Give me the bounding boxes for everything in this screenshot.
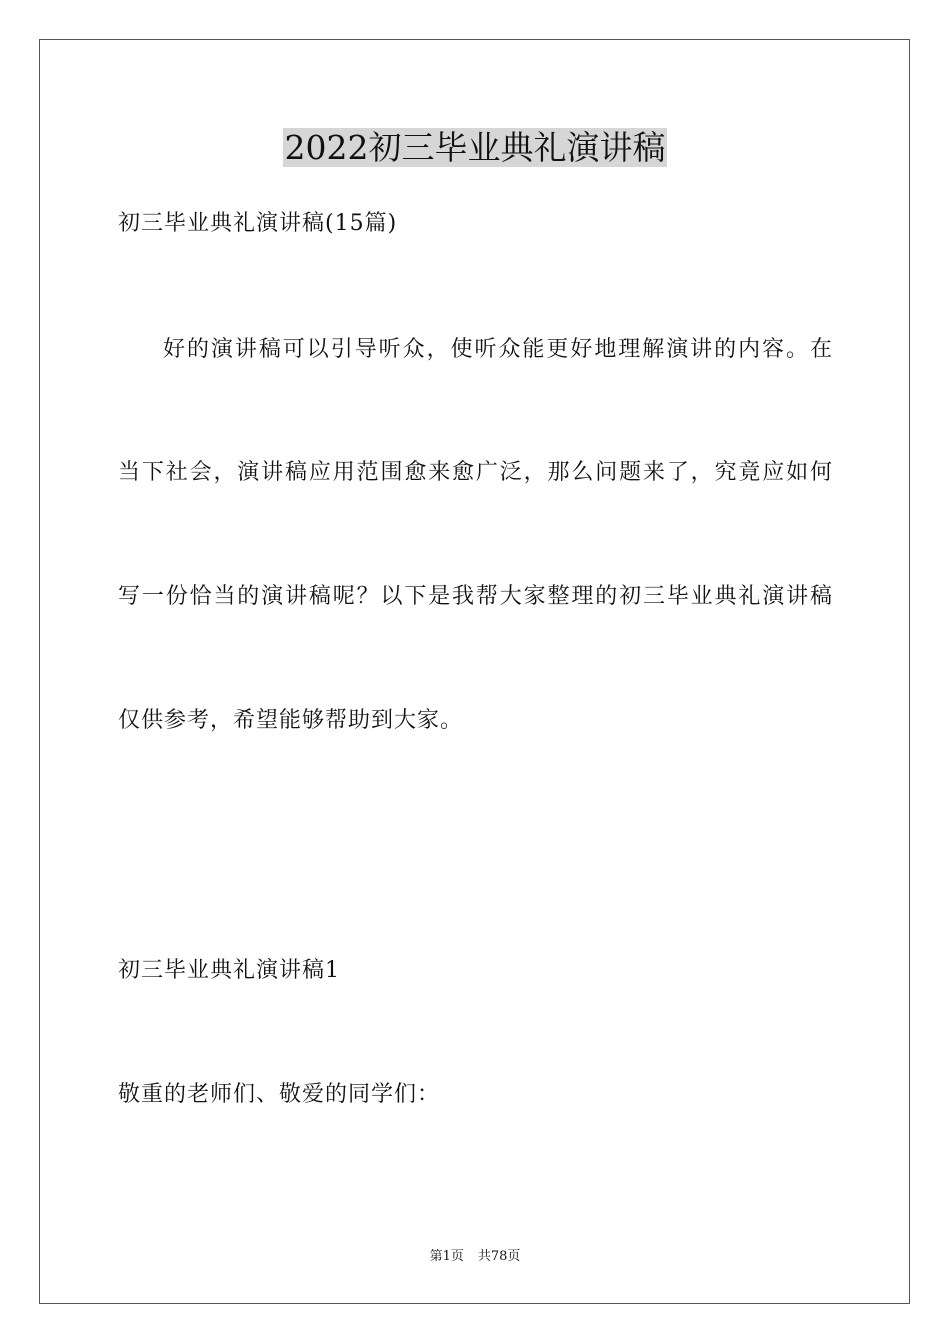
page-total: 共78页 <box>477 1249 521 1264</box>
document-title-text: 2022初三毕业典礼演讲稿 <box>284 128 666 167</box>
intro-line-3: 写一份恰当的演讲稿呢？以下是我帮大家整理的初三毕业典礼演讲稿 <box>118 584 832 609</box>
document-title <box>0 126 950 170</box>
section-heading: 初三毕业典礼演讲稿1 <box>118 958 340 983</box>
intro-line-2: 当下社会，演讲稿应用范围愈来愈广泛，那么问题来了，究竟应如何 <box>118 460 832 485</box>
intro-line-4: 仅供参考，希望能够帮助到大家。 <box>118 708 464 733</box>
intro-line-1: 好的演讲稿可以引导听众，使听众能更好地理解演讲的内容。在 <box>163 337 832 362</box>
document-subtitle: 初三毕业典礼演讲稿(15篇) <box>118 211 398 236</box>
page-footer <box>0 1248 950 1266</box>
salutation: 敬重的老师们、敬爱的同学们： <box>118 1082 441 1107</box>
page-number: 第1页 <box>429 1249 464 1264</box>
